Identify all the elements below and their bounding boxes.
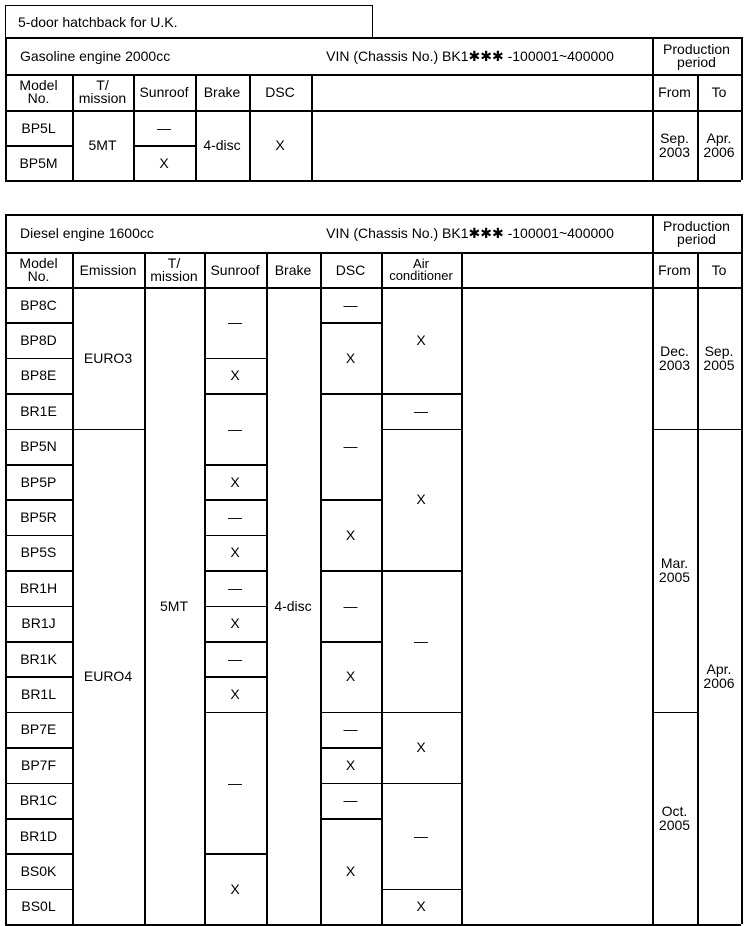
- dsc-cell: X: [345, 863, 356, 880]
- emission-header: Emission: [79, 261, 137, 278]
- to-cell: Apr. 2006: [703, 130, 735, 160]
- dsc-header: DSC: [265, 84, 295, 100]
- sunroof-cell: —: [228, 579, 242, 596]
- air-conditioner-header: Air conditioner: [389, 255, 453, 283]
- transmission-cell: 5MT: [160, 597, 188, 614]
- from-cell: Sep. 2003: [658, 130, 691, 160]
- model-cell: BP5S: [20, 544, 57, 561]
- dsc-cell: X: [345, 526, 356, 543]
- to-cell: Apr. 2006: [703, 661, 735, 692]
- grid-line: [741, 214, 743, 924]
- from-cell: Dec. 2003: [658, 342, 691, 373]
- sunroof-cell: —: [157, 119, 171, 136]
- vin-label: VIN (Chassis No.) BK1✱✱✱ -100001~400000: [326, 225, 614, 241]
- brake-cell: 4-disc: [203, 137, 241, 153]
- dsc-cell: —: [343, 721, 358, 738]
- model-cell: BP7E: [20, 721, 57, 738]
- from-header: From: [658, 84, 691, 100]
- production-period-header: Production period: [663, 218, 730, 247]
- dsc-header: DSC: [335, 261, 366, 278]
- model-cell: BP5M: [19, 154, 58, 171]
- sunroof-header: Sunroof: [210, 261, 260, 278]
- emission-cell: EURO4: [83, 668, 133, 685]
- sunroof-cell: X: [230, 615, 240, 632]
- production-period-header: Production period: [663, 40, 730, 70]
- emission-cell: EURO3: [83, 349, 133, 366]
- page-title: 5-door hatchback for U.K.: [5, 5, 373, 37]
- grid-line: [5, 180, 741, 182]
- sunroof-cell: X: [230, 686, 240, 703]
- dsc-cell: —: [343, 792, 358, 809]
- transmission-cell: 5MT: [88, 137, 117, 153]
- grid-line: [461, 252, 463, 924]
- dsc-cell: X: [345, 668, 356, 685]
- air-conditioner-cell: X: [416, 898, 426, 915]
- model-cell: BP8E: [20, 367, 57, 384]
- model-cell: BR1C: [19, 792, 58, 809]
- sunroof-cell: X: [159, 154, 169, 171]
- air-conditioner-cell: —: [414, 632, 428, 649]
- sunroof-cell: X: [230, 544, 240, 561]
- engine-title: Diesel engine 1600cc: [20, 225, 154, 241]
- model-cell: BR1J: [21, 615, 56, 632]
- sunroof-cell: —: [228, 774, 242, 791]
- model-cell: BR1H: [19, 579, 58, 596]
- sunroof-cell: X: [230, 880, 240, 897]
- sunroof-cell: X: [230, 367, 240, 384]
- from-cell: Oct. 2005: [658, 802, 691, 833]
- brake-header: Brake: [203, 84, 241, 100]
- air-conditioner-cell: —: [414, 402, 428, 419]
- air-conditioner-cell: —: [414, 827, 428, 844]
- model-cell: BP5R: [20, 509, 57, 526]
- model-cell: BR1L: [20, 686, 57, 703]
- brake-header: Brake: [274, 261, 312, 278]
- vin-label: VIN (Chassis No.) BK1✱✱✱ -100001~400000: [326, 47, 614, 64]
- grid-line: [741, 37, 743, 180]
- model-cell: BS0K: [20, 863, 57, 880]
- model-cell: BP8D: [20, 332, 57, 349]
- model-cell: BR1K: [20, 650, 57, 667]
- dsc-cell: —: [343, 438, 358, 455]
- engine-title: Gasoline engine 2000cc: [20, 47, 171, 64]
- sunroof-header: Sunroof: [139, 84, 189, 100]
- model-cell: BP7F: [20, 756, 56, 773]
- from-header: From: [658, 261, 691, 278]
- model-cell: BP5L: [21, 119, 56, 136]
- dsc-cell: X: [345, 756, 356, 773]
- air-conditioner-cell: X: [416, 332, 426, 349]
- sunroof-cell: —: [228, 650, 242, 667]
- model-header: Model No.: [19, 254, 58, 284]
- to-header: To: [711, 84, 727, 100]
- model-cell: BS0L: [21, 898, 56, 915]
- model-cell: BP5N: [20, 438, 57, 455]
- air-conditioner-cell: X: [416, 491, 426, 508]
- dsc-cell: X: [275, 137, 285, 153]
- sunroof-cell: —: [228, 420, 242, 437]
- dsc-cell: X: [345, 349, 356, 366]
- sunroof-cell: X: [230, 473, 240, 490]
- model-cell: BP5P: [20, 473, 57, 490]
- model-header: Model No.: [19, 77, 58, 106]
- from-cell: Mar. 2005: [658, 555, 691, 586]
- model-cell: BR1D: [19, 827, 58, 844]
- air-conditioner-cell: X: [416, 739, 426, 756]
- dsc-cell: —: [343, 296, 358, 313]
- transmission-header: T/ mission: [150, 254, 198, 284]
- transmission-header: T/ mission: [78, 77, 127, 106]
- to-header: To: [711, 261, 727, 278]
- dsc-cell: —: [343, 597, 358, 614]
- model-cell: BR1E: [20, 402, 57, 419]
- sunroof-cell: —: [228, 509, 242, 526]
- model-cell: BP8C: [20, 296, 57, 313]
- sunroof-cell: —: [228, 314, 242, 331]
- brake-cell: 4-disc: [274, 597, 312, 614]
- grid-line: [311, 74, 313, 180]
- to-cell: Sep. 2005: [703, 342, 735, 373]
